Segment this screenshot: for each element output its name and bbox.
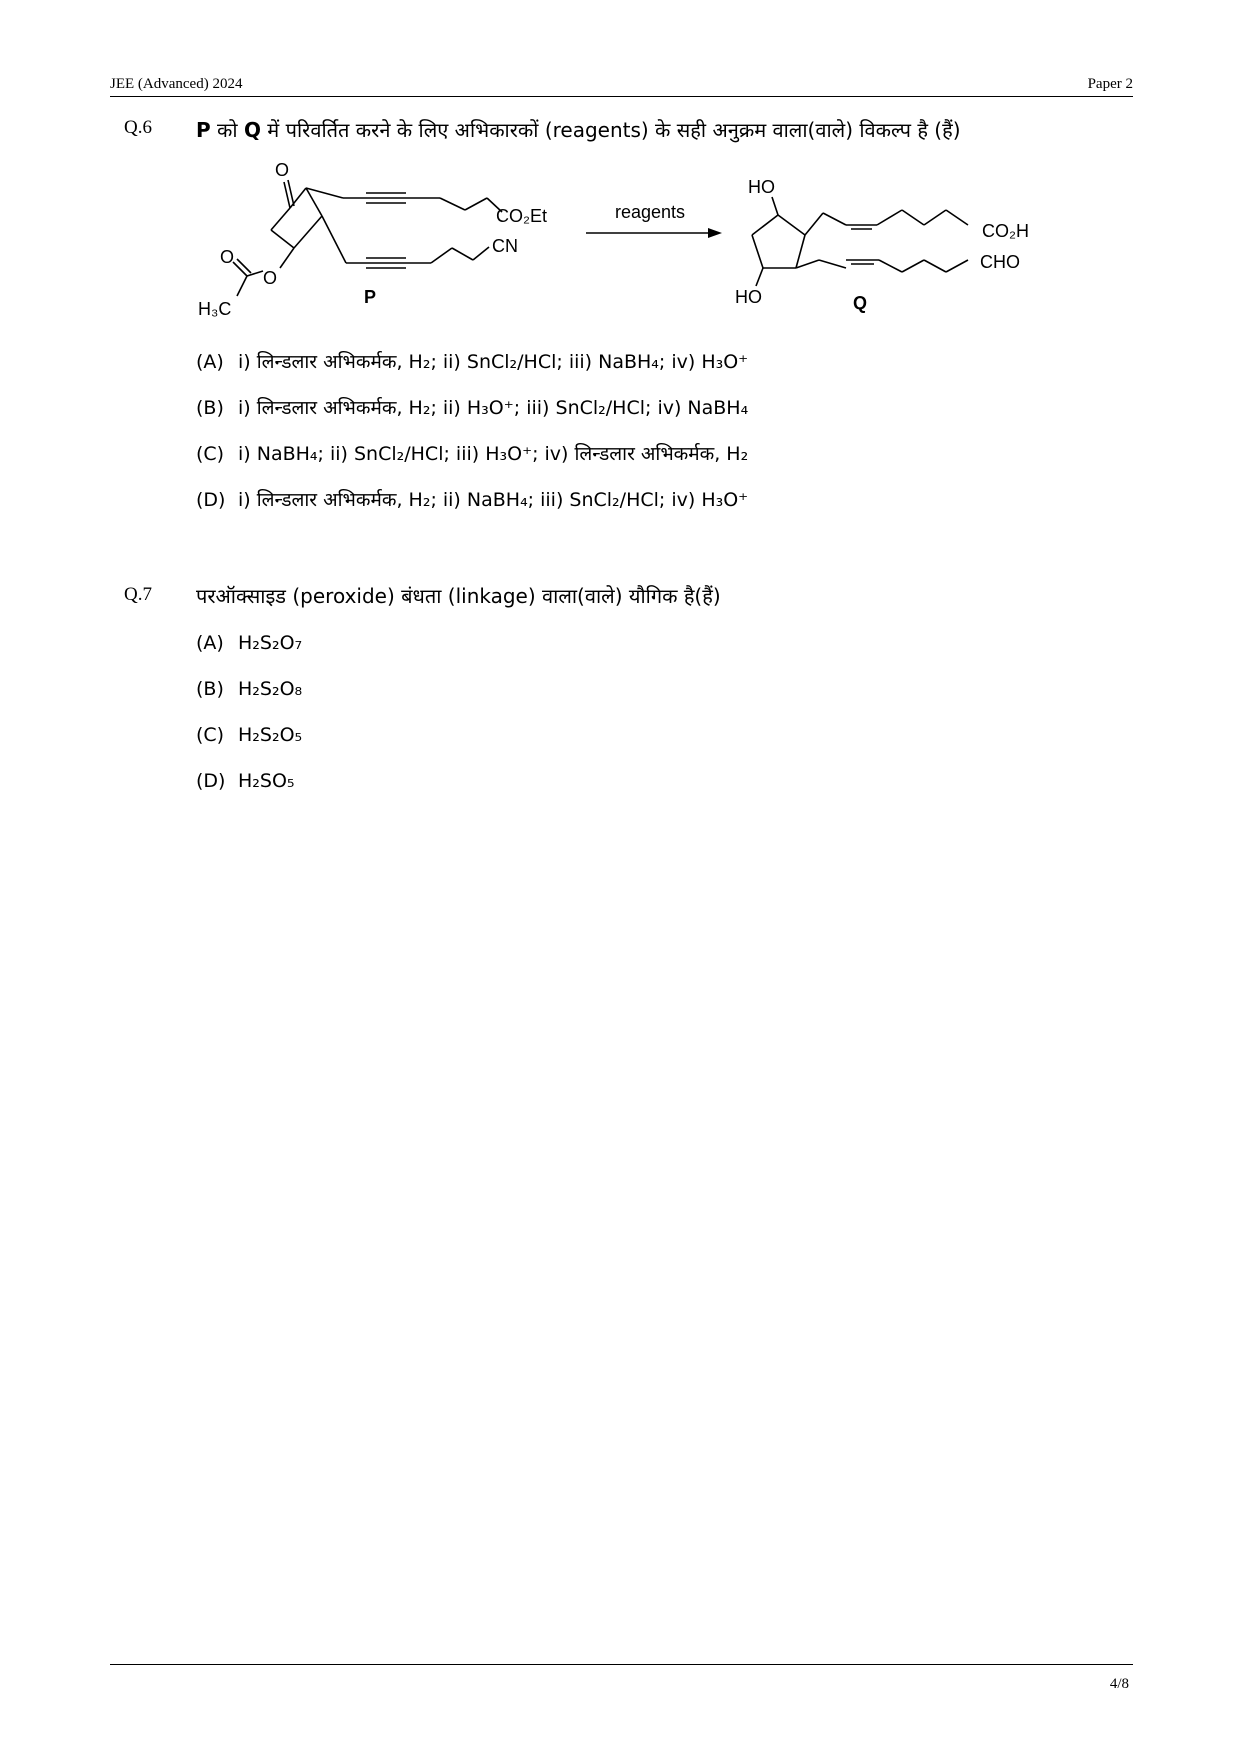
- q7-option-a[interactable]: [196, 632, 302, 654]
- q7-stem: परऑक्साइड (peroxide) बंधता (linkage) वाला(वाले) यौगिक है(हैं): [196, 584, 721, 608]
- p-lower-chain: [322, 216, 346, 263]
- q-lower-chain: [879, 260, 902, 272]
- arrow-label: reagents: [615, 202, 686, 222]
- reaction-arrowhead: [708, 228, 722, 238]
- q-oh-bond: [756, 268, 763, 286]
- option-label: (B): [196, 678, 224, 700]
- q-ho-bottom: HO: [735, 287, 762, 307]
- q6-number: Q.6: [124, 117, 152, 138]
- page-number: 4/8: [1109, 1676, 1129, 1692]
- option-text: i) लिन्डलार अभिकर्मक, H₂; ii) H₃O⁺; iii) SnCl₂/HCl; iv) NaBH₄: [238, 397, 749, 419]
- q-oh-bond: [772, 197, 778, 215]
- q6-stem-mid: को: [210, 118, 244, 142]
- q-lower-chain: [796, 260, 819, 268]
- q-ring-bond: [752, 215, 778, 235]
- paper-label: Paper 2: [1087, 76, 1133, 92]
- exam-title: JEE (Advanced) 2024: [110, 76, 243, 92]
- compound-label-p: P: [364, 287, 377, 307]
- q-upper-chain: [805, 213, 823, 235]
- q-lower-chain: [924, 260, 946, 272]
- p-ring-bond: [271, 208, 290, 230]
- reaction-scheme: [0, 0, 1241, 330]
- p-ester-bond: [233, 262, 247, 276]
- p-lower-chain: [431, 248, 452, 263]
- q-cho: CHO: [980, 252, 1020, 272]
- q-upper-chain: [877, 210, 902, 225]
- p-ring-bond: [271, 230, 294, 248]
- p-lower-chain: [452, 248, 473, 260]
- q-lower-chain: [902, 260, 924, 272]
- option-label: (C): [196, 443, 225, 465]
- q7-option-c[interactable]: [196, 724, 302, 746]
- option-text: H₂S₂O₇: [238, 632, 303, 654]
- p-ester-bond: [237, 276, 247, 296]
- p-ester-o-double: O: [220, 247, 235, 267]
- q-lower-chain: [819, 260, 846, 268]
- option-text: H₂S₂O₅: [238, 724, 303, 746]
- option-text: i) लिन्डलार अभिकर्मक, H₂; ii) SnCl₂/HCl; iii) NaBH₄; iv) H₃O⁺: [238, 351, 749, 373]
- q7-number: Q.7: [124, 584, 152, 605]
- q-ho-top: HO: [748, 177, 775, 197]
- option-text: i) लिन्डलार अभिकर्मक, H₂; ii) NaBH₄; iii) SnCl₂/HCl; iv) H₃O⁺: [238, 489, 749, 511]
- option-label: (A): [196, 351, 224, 373]
- option-text: i) NaBH₄; ii) SnCl₂/HCl; iii) H₃O⁺; iv) लिन्डलार अभिकर्मक, H₂: [238, 443, 749, 465]
- compound-label-q: Q: [853, 293, 868, 313]
- p-ester-bond: [237, 259, 251, 273]
- p-ester-bond: [280, 248, 294, 268]
- p-ketone-o: O: [275, 160, 290, 180]
- q-upper-chain: [924, 210, 946, 225]
- q-ring-bond: [752, 235, 763, 268]
- p-upper-chain: [465, 198, 487, 210]
- p-ring-bond: [294, 216, 322, 248]
- q-ring-bond: [778, 215, 805, 235]
- p-cn: CN: [492, 236, 518, 256]
- p-co2et: CO₂Et: [496, 206, 547, 226]
- q-co2h: CO₂H: [982, 221, 1029, 241]
- q6-option-b[interactable]: [196, 394, 748, 420]
- q6-option-c[interactable]: [196, 440, 748, 466]
- p-h3c: H₃C: [198, 299, 232, 319]
- option-label: (B): [196, 397, 224, 419]
- q-upper-chain: [902, 210, 924, 225]
- q-ring-bond: [796, 235, 805, 268]
- q6-stem-rest: में परिवर्तित करने के लिए अभिकारकों (reagents) के सही अनुक्रम वाला(वाले) विकल्प है (हैं): [260, 118, 961, 142]
- q-lower-chain: [946, 260, 968, 272]
- p-upper-chain: [440, 198, 465, 210]
- q6-option-a[interactable]: [196, 348, 748, 374]
- option-label: (C): [196, 724, 225, 746]
- option-label: (D): [196, 489, 226, 511]
- q-upper-chain: [823, 213, 846, 225]
- q-upper-chain: [946, 210, 968, 225]
- q7-option-d[interactable]: [196, 770, 295, 792]
- q6-stem-q: Q: [243, 118, 261, 142]
- q7-option-b[interactable]: [196, 678, 302, 700]
- p-lower-chain: [473, 247, 489, 260]
- option-text: H₂S₂O₈: [238, 678, 303, 700]
- option-label: (A): [196, 632, 224, 654]
- option-text: H₂SO₅: [238, 770, 295, 792]
- option-label: (D): [196, 770, 226, 792]
- q6-option-d[interactable]: [196, 486, 748, 512]
- p-ester-o-single: O: [263, 268, 278, 288]
- footer-rule: [110, 1664, 1133, 1665]
- q6-stem-p: P: [196, 118, 211, 142]
